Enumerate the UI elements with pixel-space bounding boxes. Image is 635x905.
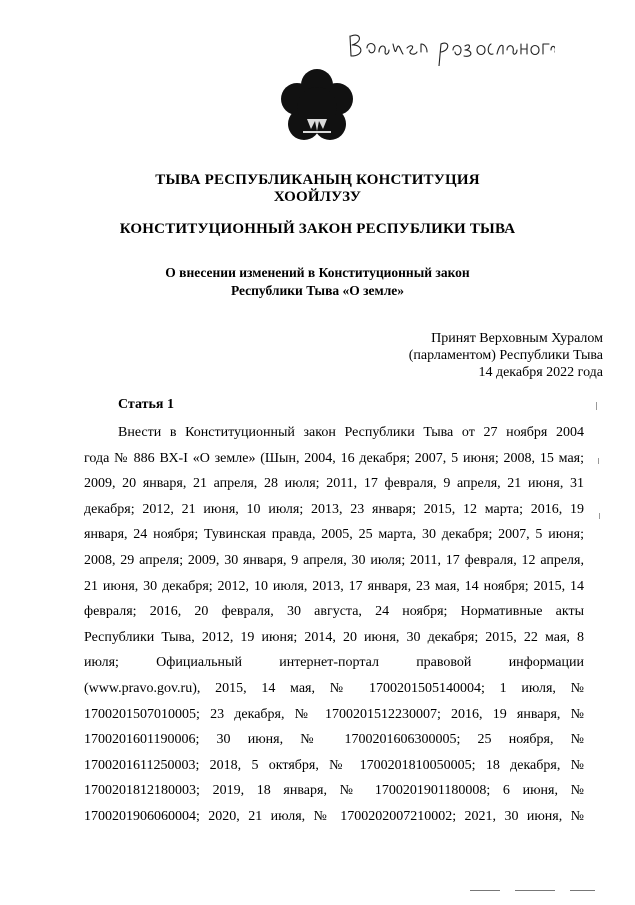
tuva-emblem-icon — [277, 67, 357, 147]
heading-tuvan-line2: ХООЙЛУЗУ — [273, 189, 362, 205]
body-line: 1700201906060004; 2020, 21 июля, № 1700202007210002; 2021, 30 июня, № — [84, 809, 584, 824]
body-line: (www.pravo.gov.ru), 2015, 14 мая, № 1700201505140004; 1 июля, № — [84, 681, 584, 696]
heading-russian: КОНСТИТУЦИОННЫЙ ЗАКОН РЕСПУБЛИКИ ТЫВА — [119, 221, 516, 237]
body-line: 2008, 29 апреля; 2009, 30 января, 9 апреля, 30 июля; 2011, 17 февраля, 12 апреля, — [84, 553, 584, 568]
body-line: 1700201601190006; 30 июня, № 1700201606300005; 25 ноября, № — [84, 732, 584, 748]
body-line: Внести в Конституционный закон Республики Тыва от 27 ноября 2004 — [118, 425, 584, 440]
margin-mark — [599, 513, 600, 519]
body-line: года № 886 ВХ-I «О земле» (Шын, 2004, 16 декабря; 2007, 5 июня; 2008, 15 мая; — [84, 450, 584, 466]
body-line: июля; Официальный интернет-портал правовой информации — [84, 655, 584, 671]
scan-artifact — [570, 890, 595, 891]
body-line: 21 июня, 30 декабря; 2012, 10 июля, 2013, 17 января, 23 мая, 14 ноября; 2015, 14 — [84, 578, 584, 594]
body-line: февраля; 2016, 20 февраля, 30 августа, 24 ноября; Нормативные акты — [84, 604, 584, 620]
law-title-line1: О внесении изменений в Конституционный закон — [165, 265, 470, 280]
body-line: 2009, 20 января, 21 апреля, 28 июля; 2011, 17 февраля, 9 апреля, 21 июня, 31 — [84, 476, 584, 492]
article-heading: Статья 1 — [118, 397, 174, 412]
body-line: января, 24 ноября; Тувинская правда, 2005, 25 марта, 30 декабря; 2007, 5 июня; — [84, 527, 584, 543]
body-line: Республики Тыва, 2012, 19 июня; 2014, 20 июня, 30 декабря; 2015, 22 мая, 8 — [84, 629, 584, 645]
body-line: декабря; 2012, 21 июня, 10 июля; 2013, 23 января; 2015, 12 марта; 2016, 19 — [84, 501, 584, 517]
margin-mark — [598, 458, 599, 464]
heading-tuvan-line1: ТЫВА РЕСПУБЛИКАНЫҢ КОНСТИТУЦИЯ — [155, 172, 480, 188]
adoption-line1: Принят Верховным Хуралом — [431, 331, 603, 346]
adoption-line3: 14 декабря 2022 года — [478, 365, 603, 380]
law-title-line2: Республики Тыва «О земле» — [230, 283, 405, 298]
scan-artifact — [470, 890, 500, 891]
body-line: 1700201507010005; 23 декабря, № 1700201512230007; 2016, 19 января, № — [84, 706, 584, 722]
handwritten-note — [345, 26, 555, 66]
body-line: 1700201812180003; 2019, 18 января, № 1700201901180008; 6 июня, № — [84, 783, 584, 799]
adoption-line2: (парламентом) Республики Тыва — [408, 348, 603, 363]
margin-mark — [596, 402, 597, 410]
scan-artifact — [515, 890, 555, 891]
body-line: 1700201611250003; 2018, 5 октября, № 1700201810050005; 18 декабря, № — [84, 757, 584, 773]
